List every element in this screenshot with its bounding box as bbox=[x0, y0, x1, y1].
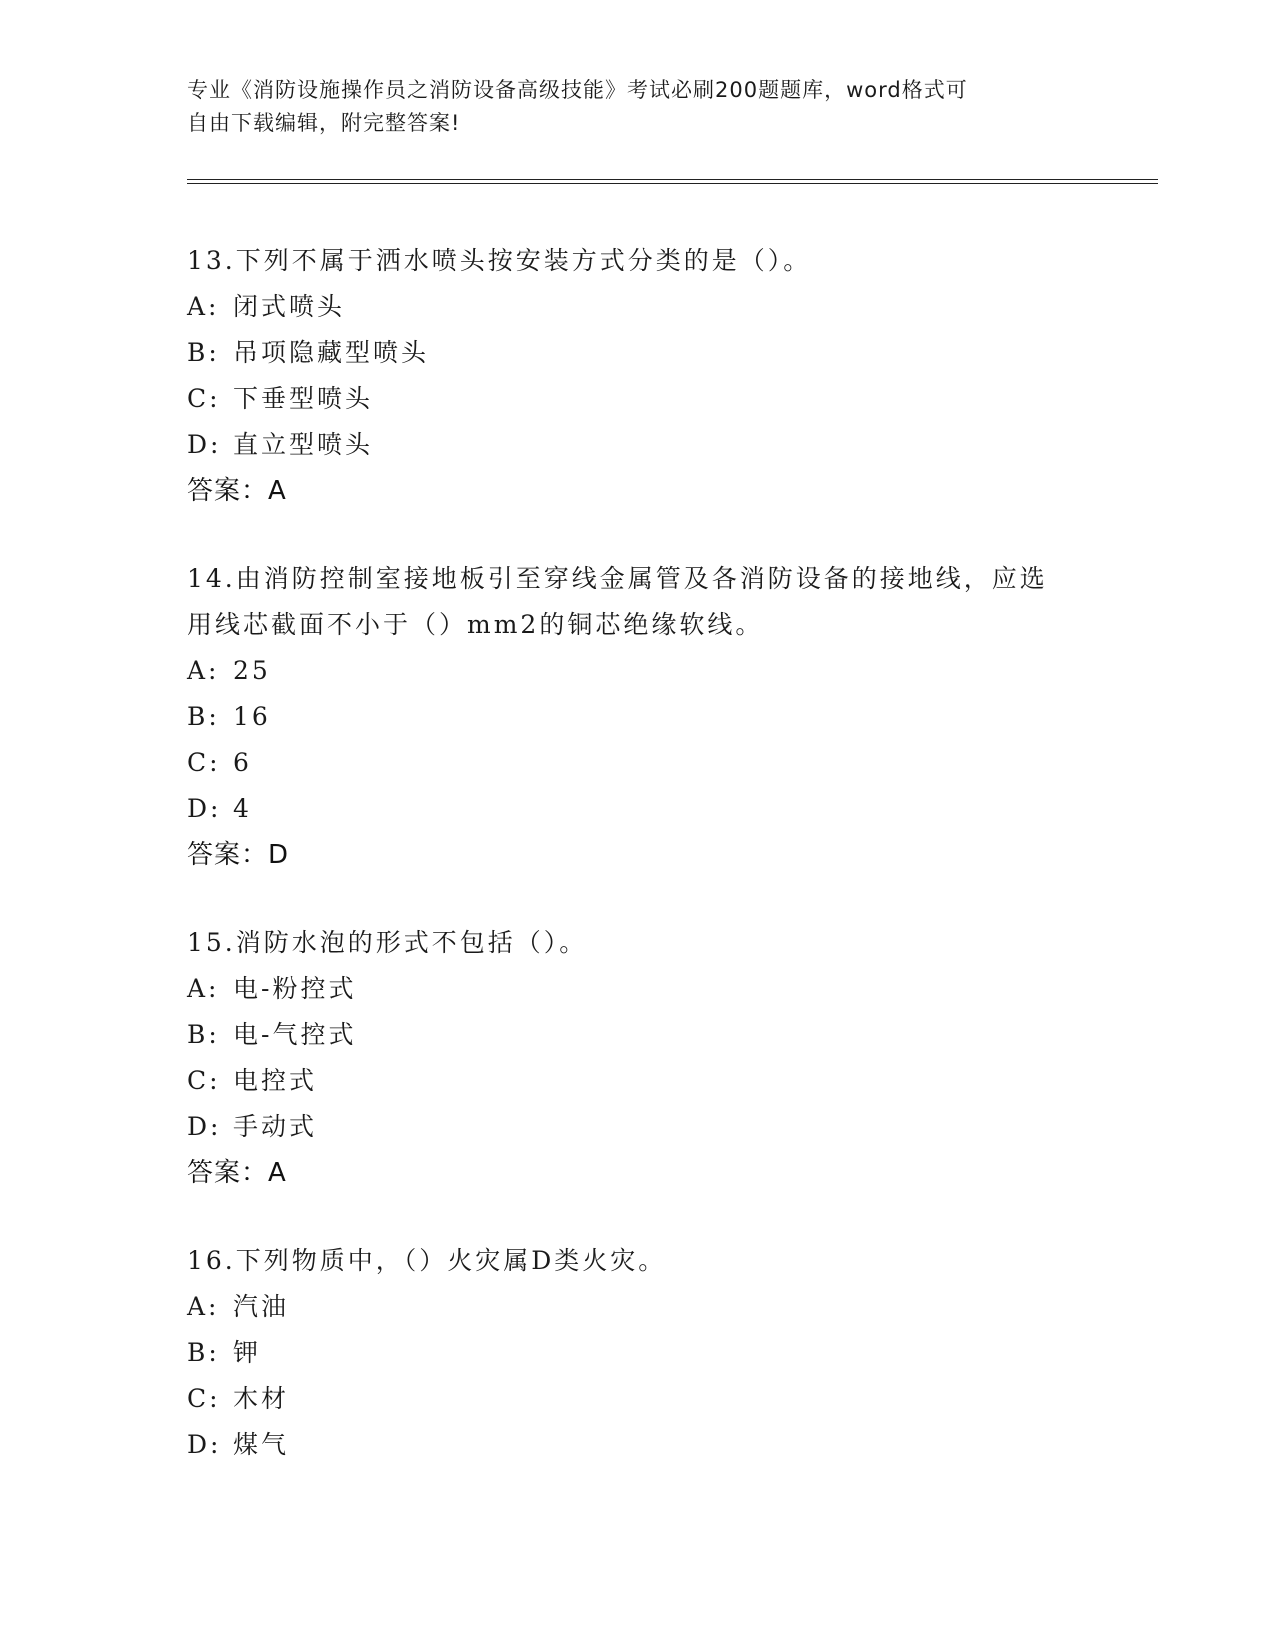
question-stem: 16.下列物质中，（）火灾属D类火灾。 bbox=[187, 1246, 667, 1275]
header-line-2: 自由下载编辑，附完整答案! bbox=[187, 111, 461, 135]
option-key: B: bbox=[187, 1020, 220, 1049]
option-a bbox=[187, 1284, 1087, 1330]
option-text: 煤气 bbox=[233, 1430, 290, 1459]
question-stem: 15.消防水泡的形式不包括（）。 bbox=[187, 928, 588, 957]
option-a bbox=[187, 648, 1087, 694]
option-d bbox=[187, 422, 1087, 468]
question-15 bbox=[187, 920, 1087, 1196]
option-text: 下垂型喷头 bbox=[233, 384, 374, 413]
option-text: 手动式 bbox=[233, 1112, 318, 1141]
question-stem-line-1: 14.由消防控制室接地板引至穿线金属管及各消防设备的接地线，应选 bbox=[187, 564, 1048, 593]
option-b bbox=[187, 1330, 1087, 1376]
option-text: 闭式喷头 bbox=[233, 292, 346, 321]
option-c bbox=[187, 376, 1087, 422]
option-text: 电-粉控式 bbox=[233, 974, 357, 1003]
option-text: 电-气控式 bbox=[233, 1020, 357, 1049]
option-a bbox=[187, 284, 1087, 330]
option-key: D: bbox=[187, 1112, 222, 1141]
option-key: A: bbox=[187, 974, 220, 1003]
option-text: 6 bbox=[233, 748, 252, 777]
option-text: 吊项隐藏型喷头 bbox=[233, 338, 430, 367]
option-text: 16 bbox=[233, 702, 271, 731]
option-text: 25 bbox=[233, 656, 271, 685]
option-text: 钾 bbox=[233, 1338, 262, 1367]
option-key: C: bbox=[187, 748, 221, 777]
option-d bbox=[187, 1104, 1087, 1150]
option-key: D: bbox=[187, 794, 222, 823]
answer-line: 答案：A bbox=[187, 476, 287, 506]
option-key: A: bbox=[187, 656, 220, 685]
option-key: A: bbox=[187, 292, 220, 321]
answer-line: 答案：D bbox=[187, 840, 290, 870]
option-b bbox=[187, 1012, 1087, 1058]
option-key: C: bbox=[187, 384, 221, 413]
option-key: B: bbox=[187, 1338, 220, 1367]
question-stem: 13.下列不属于洒水喷头按安装方式分类的是（）。 bbox=[187, 246, 812, 275]
question-16 bbox=[187, 1238, 1087, 1468]
option-key: C: bbox=[187, 1384, 221, 1413]
option-c bbox=[187, 1058, 1087, 1104]
option-text: 电控式 bbox=[233, 1066, 318, 1095]
option-key: D: bbox=[187, 1430, 222, 1459]
option-text: 4 bbox=[233, 794, 252, 823]
header-line-1: 专业《消防设施操作员之消防设备高级技能》考试必刷200题题库，word格式可 bbox=[187, 78, 968, 102]
option-key: B: bbox=[187, 338, 220, 367]
document-header bbox=[187, 74, 1087, 140]
option-text: 汽油 bbox=[233, 1292, 290, 1321]
option-key: D: bbox=[187, 430, 222, 459]
option-d bbox=[187, 1422, 1087, 1468]
option-d bbox=[187, 786, 1087, 832]
option-key: A: bbox=[187, 1292, 220, 1321]
option-c bbox=[187, 1376, 1087, 1422]
option-b bbox=[187, 330, 1087, 376]
option-key: C: bbox=[187, 1066, 221, 1095]
option-c bbox=[187, 740, 1087, 786]
answer-line: 答案：A bbox=[187, 1158, 287, 1188]
question-14 bbox=[187, 556, 1087, 878]
option-text: 木材 bbox=[233, 1384, 290, 1413]
option-text: 直立型喷头 bbox=[233, 430, 374, 459]
option-key: B: bbox=[187, 702, 220, 731]
option-a bbox=[187, 966, 1087, 1012]
question-13 bbox=[187, 238, 1087, 514]
header-double-rule bbox=[187, 179, 1158, 184]
option-b bbox=[187, 694, 1087, 740]
question-stem-line-2: 用线芯截面不小于（）mm2的铜芯绝缘软线。 bbox=[187, 610, 764, 639]
question-list bbox=[187, 238, 1087, 1510]
